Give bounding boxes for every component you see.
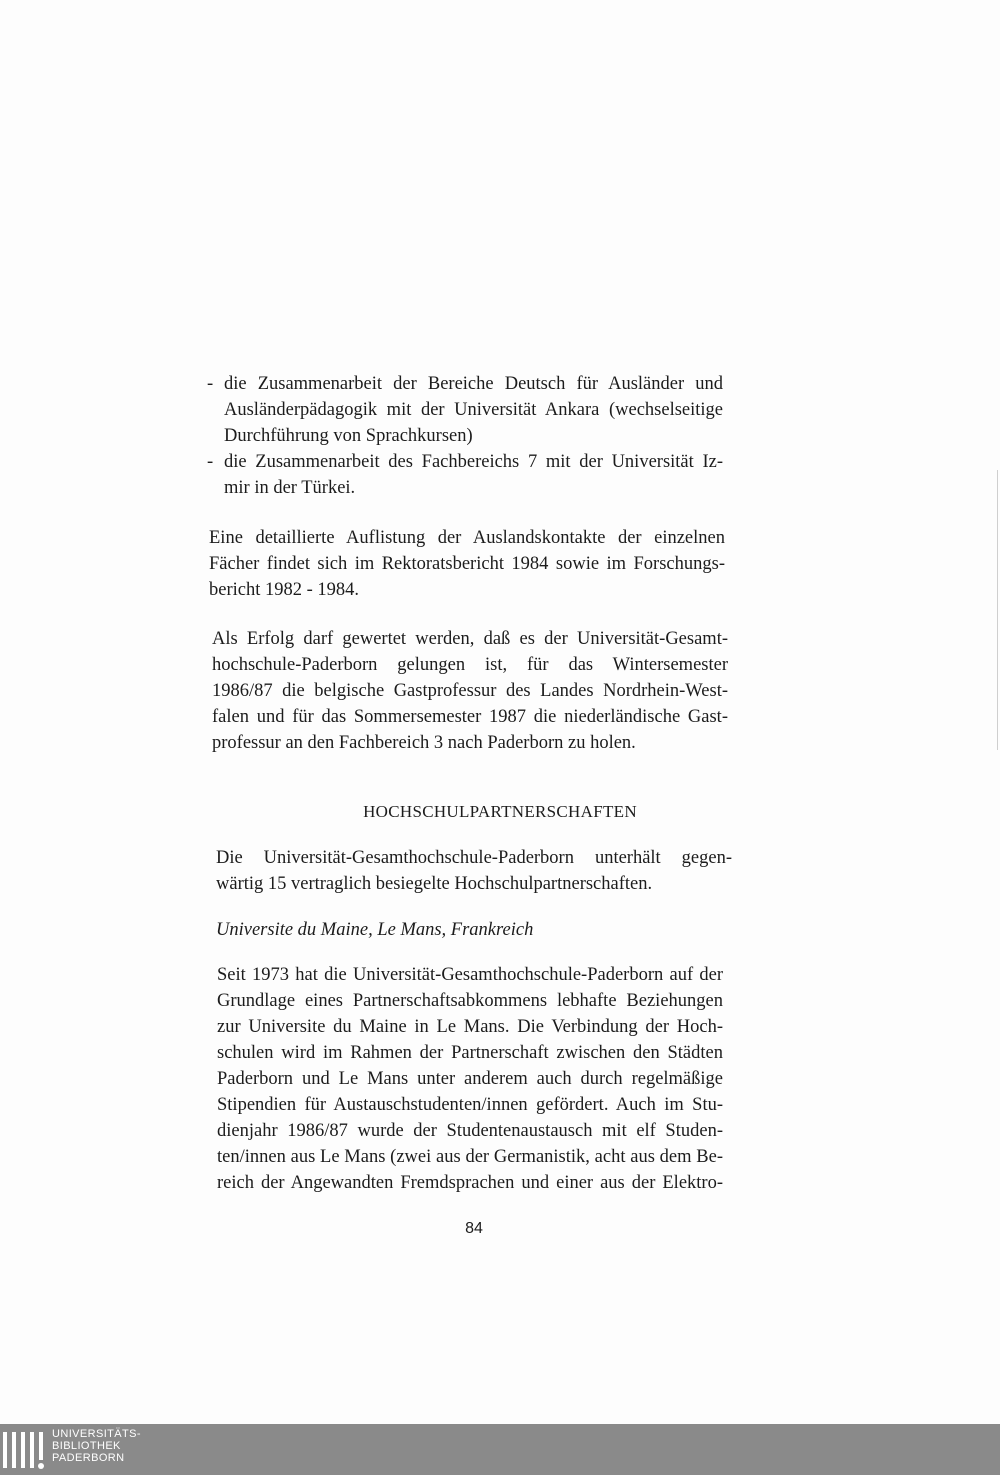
text-line: schulen wird im Rahmen der Partnerschaft zwischen den Städten: [217, 1043, 723, 1063]
text-line: falen und für das Sommersemester 1987 die niederländische Gast-: [212, 707, 728, 727]
section-heading: HOCHSCHULPARTNERSCHAFTEN: [363, 802, 637, 821]
scan-edge-line: [997, 470, 998, 750]
bullet-dash: -: [207, 452, 214, 472]
text-line: Als Erfolg darf gewertet werden, daß es der Universität-Gesamt-: [212, 629, 728, 649]
library-logo-icon: [3, 1432, 43, 1472]
logo-line: BIBLIOTHEK: [52, 1440, 121, 1452]
paragraph-auslandskontakte: [209, 525, 725, 603]
library-footer: [0, 1424, 1000, 1475]
page-number: 84: [465, 1220, 483, 1237]
text-line: professur an den Fachbereich 3 nach Paderborn zu holen.: [212, 733, 636, 753]
bullet-dash: -: [207, 374, 214, 394]
text-line: 1986/87 die belgische Gastprofessur des Landes Nordrhein-West-: [212, 681, 728, 701]
bullet-list: [207, 371, 723, 501]
logo-dot-icon: [38, 1463, 44, 1469]
text-line: bericht 1982 - 1984.: [209, 580, 360, 600]
text-line: zur Universite du Maine in Le Mans. Die Verbindung der Hoch-: [217, 1017, 723, 1037]
text-line: die Zusammenarbeit des Fachbereichs 7 mit der Universität Iz-: [224, 452, 723, 472]
text-line: Eine detaillierte Auflistung der Auslandskontakte der einzelnen: [209, 528, 725, 548]
text-line: mir in der Türkei.: [224, 478, 356, 498]
library-logo-text: [52, 1428, 141, 1464]
logo-line: UNIVERSITÄTS-: [52, 1428, 141, 1440]
paragraph-partnerschaften: [216, 845, 732, 897]
paragraph-le-mans: [217, 962, 723, 1196]
text-line: ten/innen aus Le Mans (zwei aus der Germanistik, acht aus dem Be-: [217, 1147, 723, 1167]
text-line: Durchführung von Sprachkursen): [224, 426, 473, 446]
bullet-item: [207, 371, 723, 449]
text-line: Die Universität-Gesamthochschule-Paderborn unterhält gegen-: [216, 848, 732, 868]
text-line: dienjahr 1986/87 wurde der Studentenaustausch mit elf Studen-: [217, 1121, 723, 1141]
text-line: wärtig 15 vertraglich besiegelte Hochschulpartnerschaften.: [216, 874, 653, 894]
text-line: Stipendien für Austauschstudenten/innen gefördert. Auch im Stu-: [217, 1095, 723, 1115]
text-line: Grundlage eines Partnerschaftsabkommens lebhafte Beziehungen: [217, 991, 723, 1011]
paragraph-gastprofessur: [212, 626, 728, 756]
bullet-item: [207, 449, 723, 501]
text-line: Ausländerpädagogik mit der Universität Ankara (wechselseitige: [224, 400, 723, 420]
logo-line: PADERBORN: [52, 1452, 125, 1464]
text-line: Fächer findet sich im Rektoratsbericht 1984 sowie im Forschungs-: [209, 554, 725, 574]
text-line: die Zusammenarbeit der Bereiche Deutsch für Ausländer und: [224, 374, 723, 394]
text-line: hochschule-Paderborn gelungen ist, für das Wintersemester: [212, 655, 728, 675]
text-line: Paderborn und Le Mans unter anderem auch durch regelmäßige: [217, 1069, 723, 1089]
subsection-heading: Universite du Maine, Le Mans, Frankreich: [216, 920, 534, 940]
text-line: Seit 1973 hat die Universität-Gesamthochschule-Paderborn auf der: [217, 965, 723, 985]
text-line: reich der Angewandten Fremdsprachen und einer aus der Elektro-: [217, 1173, 723, 1193]
